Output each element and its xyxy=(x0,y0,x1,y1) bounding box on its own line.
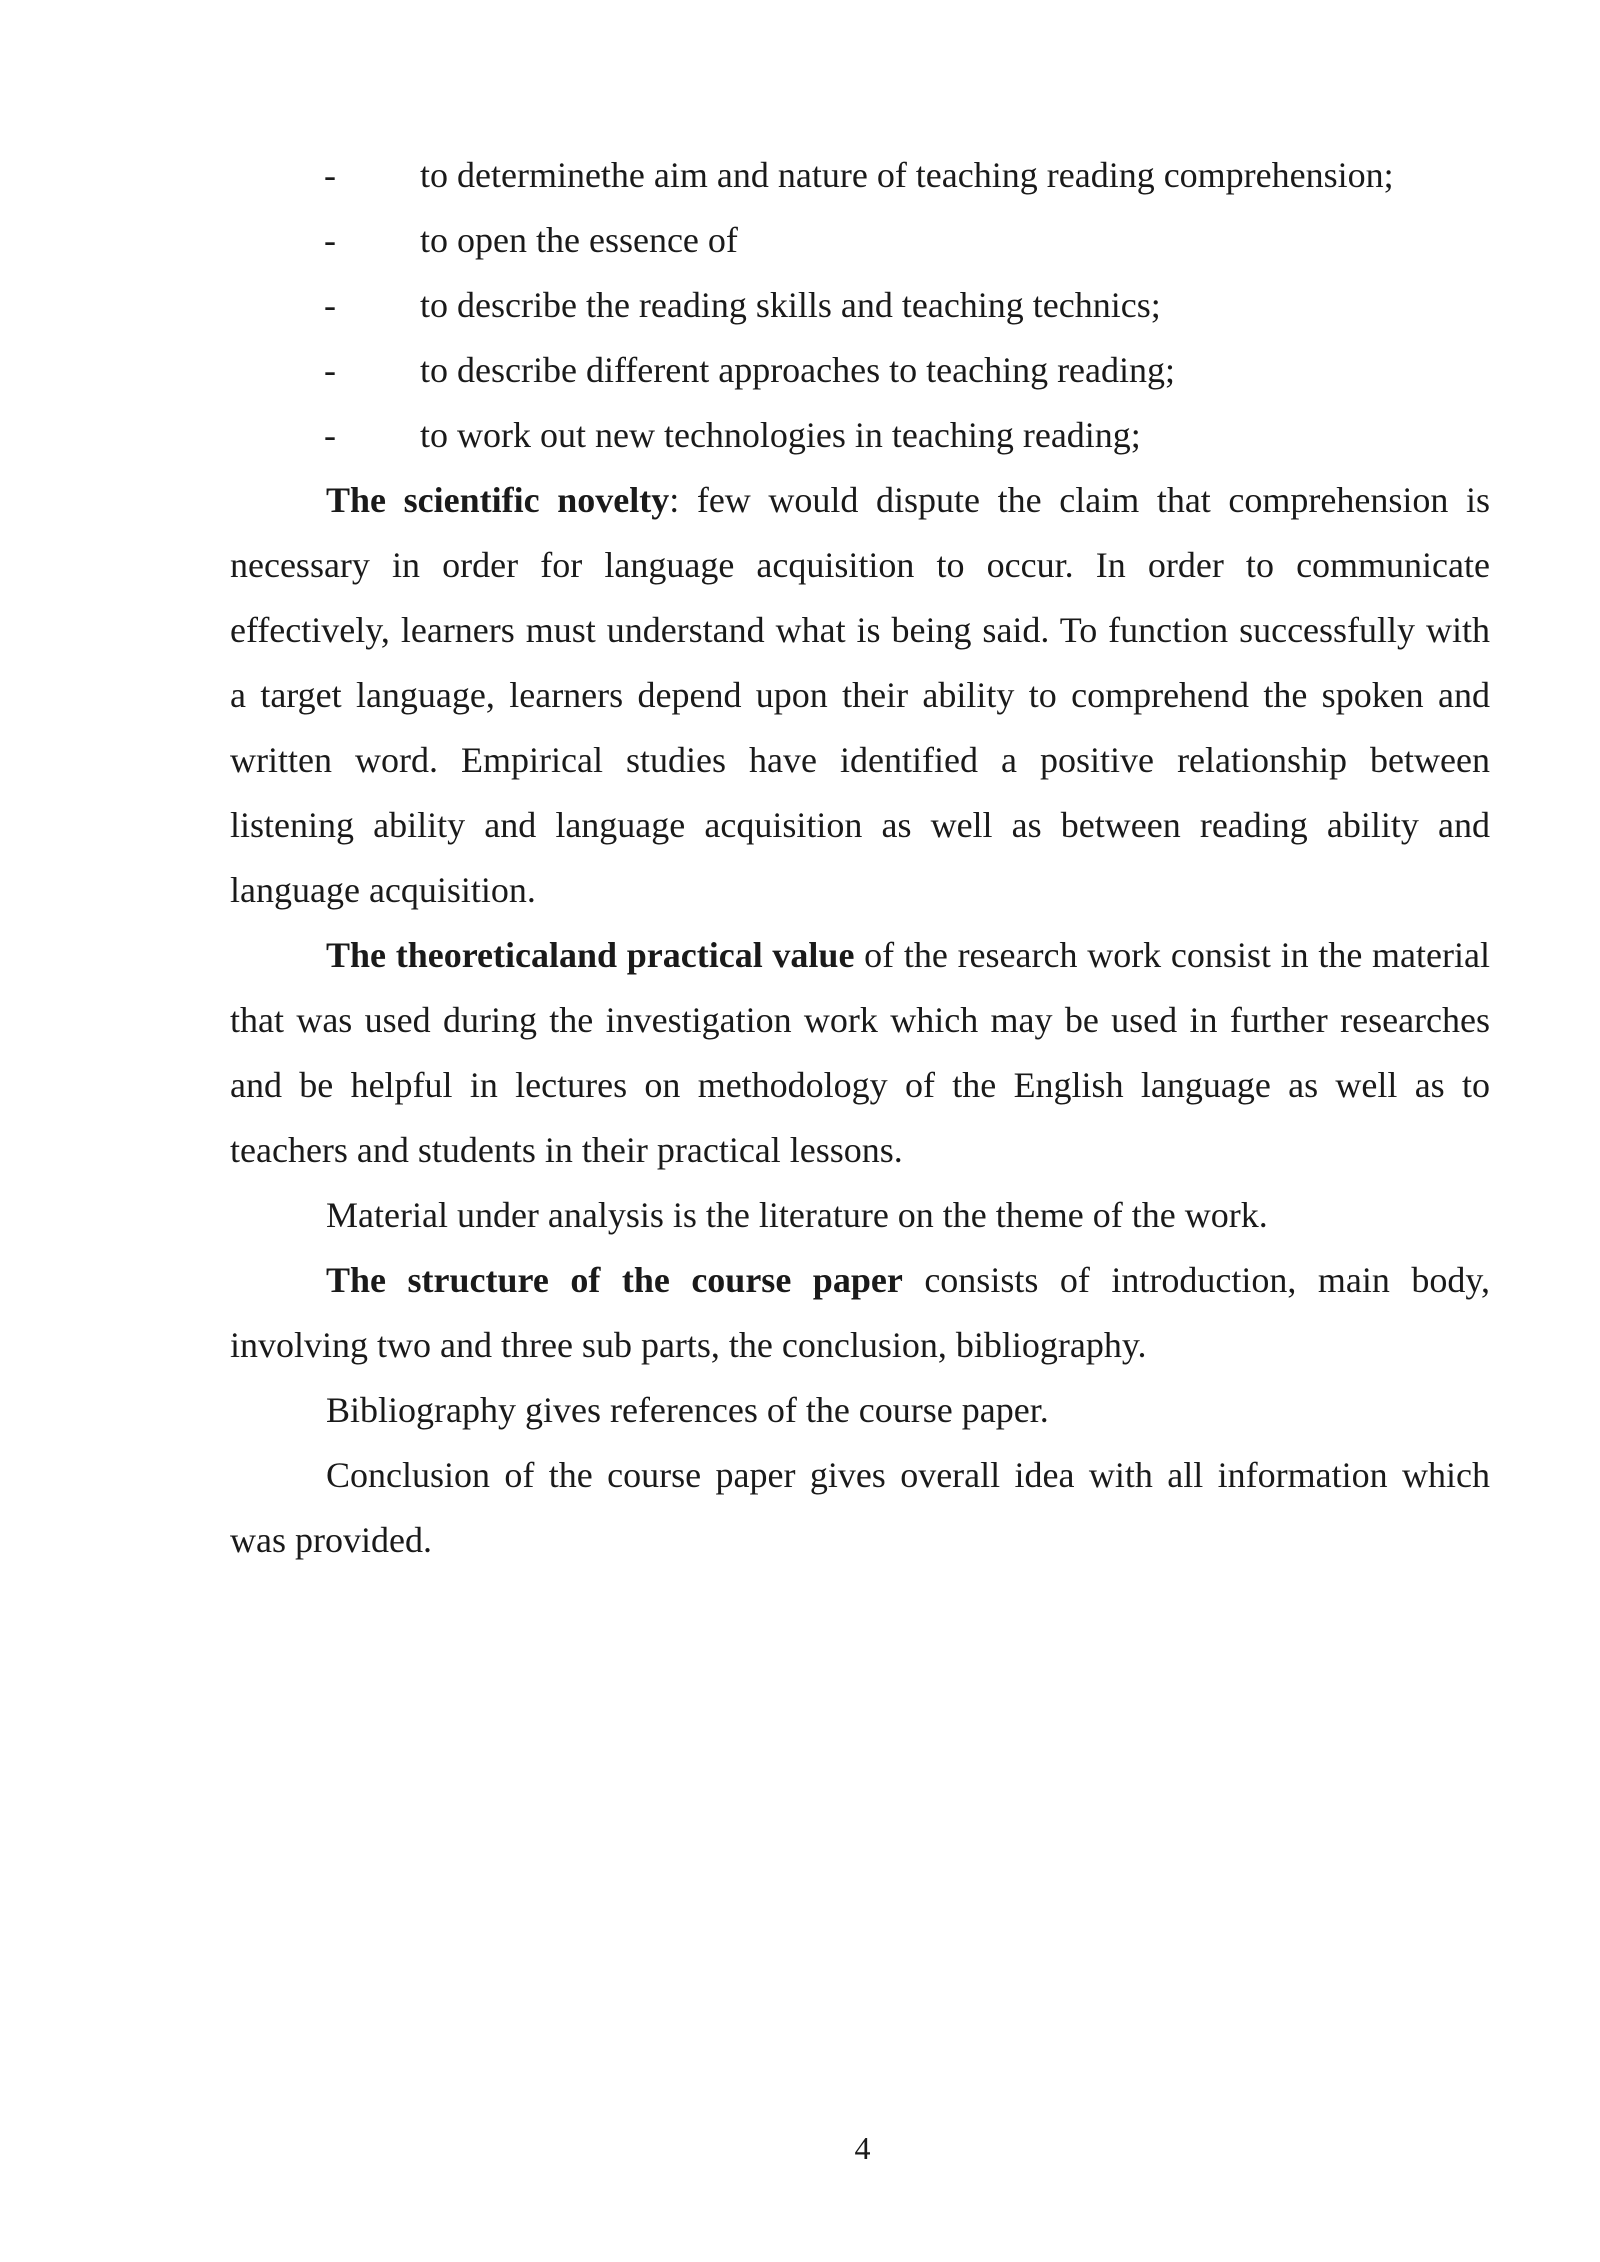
list-item xyxy=(230,338,1490,403)
value-heading: The theoreticaland practical value xyxy=(326,935,855,975)
novelty-heading: The scientific novelty xyxy=(326,480,670,520)
value-paragraph xyxy=(230,923,1490,1183)
list-dash: - xyxy=(324,350,336,390)
list-item xyxy=(230,403,1490,468)
list-item-text: to describe different approaches to teaching reading; xyxy=(420,350,1176,390)
list-item-text: to open the essence of xyxy=(420,220,738,260)
novelty-paragraph xyxy=(230,468,1490,923)
novelty-text: : few would dispute the claim that comprehension is necessary in order for language acquisition to occur. In order to communicate effectively, learners must understand what is being said. To function successfully with a target language, learners depend upon their ability to comprehend the spoken and written word. Empirical studies have identified a positive relationship between listening ability and language acquisition as well as between reading ability and language acquisition. xyxy=(230,480,1490,910)
list-item xyxy=(230,143,1490,208)
structure-text: consists of introduction, main body, involving two and three sub parts, the conclusion, bibliography. xyxy=(230,1260,1490,1365)
bibliography-paragraph: Bibliography gives references of the course paper. xyxy=(326,1390,1049,1430)
list-item xyxy=(230,208,1490,273)
list-item-text: to work out new technologies in teaching reading; xyxy=(420,415,1141,455)
list-dash: - xyxy=(324,155,336,195)
material-paragraph: Material under analysis is the literature on the theme of the work. xyxy=(326,1195,1268,1235)
page-number: 4 xyxy=(854,2130,871,2166)
structure-paragraph xyxy=(230,1248,1490,1378)
list-item-text: to determinethe aim and nature of teaching reading comprehension; xyxy=(420,155,1394,195)
conclusion-paragraph: Conclusion of the course paper gives overall idea with all information which was provided. xyxy=(230,1455,1490,1560)
structure-heading: The structure of the course paper xyxy=(326,1260,903,1300)
list-item xyxy=(230,273,1490,338)
list-item-text: to describe the reading skills and teaching technics; xyxy=(420,285,1161,325)
list-dash: - xyxy=(324,285,336,325)
list-dash: - xyxy=(324,220,336,260)
page-content xyxy=(230,143,1490,1573)
list-dash: - xyxy=(324,415,336,455)
value-text: of the research work consist in the material that was used during the investigation work which may be used in further researches and be helpful in lectures on methodology of the English language as well as to teachers and students in their practical lessons. xyxy=(230,935,1490,1170)
objectives-list xyxy=(230,143,1490,468)
